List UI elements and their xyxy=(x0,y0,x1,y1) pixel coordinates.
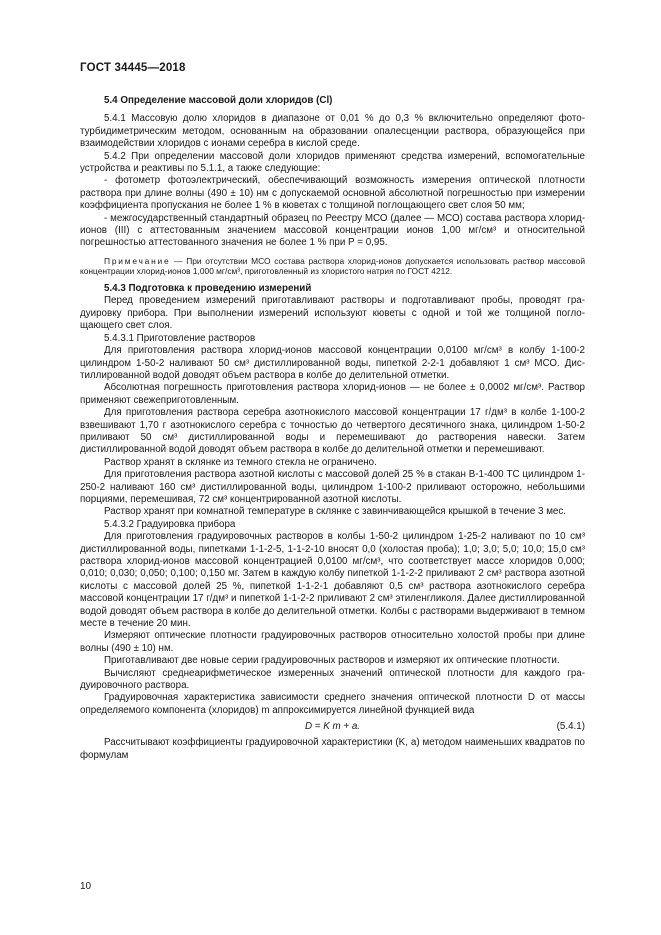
paragraph: Для приготовления градуировочных растворов в колбы 1-50-2 цилиндром 1-25-2 наливают по 10 см³ дистиллированной воды, пипетками 1-1-2-5, 1-1-2-10 вносят 0,0 (холостая проба); 1,0; 3,0; 5,0; 10,0; 15,0 см³ раствора хлорид-ионов массовой концентрацией 0,0100 мг/см³, что соответствует массе хлоридов 0,000; 0,010; 0,030; 0,050; 0,100; 0,150 мг. Затем в каждую колбу пипеткой 1-1-2-2 приливают 2 см³ раствора азотной кислоты с массовой долей 25 %, пипеткой 1-1-2-1 добавляют 0,5 см³ раствора азотнокислого серебра массовой концентрации 17 г/дм³ и пипеткой 1-1-2-2 приливают 2 см³ этиленгликоля. Далее дистиллированной водой доводят объем раствора в колбе до делительной отметки. Колбы с растворами выдерживают в темном месте в течение 20 мин. xyxy=(80,531,585,630)
paragraph: Абсолютная погрешность приготовления раствора хлорид-ионов — не более ± 0,0002 мг/см³. Раствор применяют свежеприготовленным. xyxy=(80,382,585,406)
paragraph: Приготавливают две новые серии градуировочных растворов и измеряют их оптические плотности. xyxy=(104,655,560,667)
list-item: - фотометр фотоэлектрический, обеспечивающий возможность измерения оптической плотности раствора при длине волны (490 ± 10) нм с допускаемой основной абсолютной погрешностью при измерении коэффициента пропускания не более 1 % в кюветах с толщиной поглощающего свет слоя 50 мм; xyxy=(80,175,585,212)
paragraph: Вычисляют среднеарифметическое измеренных значений оптической плотности для каждого градуировочного раствора. xyxy=(80,667,585,692)
paragraph: Измеряют оптические плотности градуировочных растворов относительно холостой пробы при длине волны (490 ± 10) нм. xyxy=(80,630,585,654)
page-number: 10 xyxy=(80,881,92,892)
document-header: ГОСТ 34445—2018 xyxy=(80,62,186,74)
paragraph: 5.4.3.2 Градуировка прибора xyxy=(104,518,236,530)
formula-number: (5.4.1) xyxy=(556,721,585,733)
paragraph: 5.4.2 При определении массовой доли хлоридов применяют средства измерений, вспомогательные устройства и реактивы по 5.1.1, а также следующие: xyxy=(80,150,585,175)
formula xyxy=(80,718,585,736)
paragraph: 5.4.1 Массовую долю хлоридов в диапазоне от 0,01 % до 0,3 % включительно определяют фототурбидиметрическим методом, основанным на образовании опалесценции раствора, образующейся при взаимодействии хлоридов с ионами серебра в кислой среде. xyxy=(80,113,585,150)
document-body xyxy=(80,93,585,762)
note-text: — При отсутствии МСО состава раствора хлорид-ионов допускается использовать раствор массовой концентрации хлорид-ионов 1,000 мг/см³, приготовленный из хлористого натрия по ГОСТ 4212. xyxy=(80,255,585,277)
formula-expression: D = K m + a. xyxy=(305,721,360,733)
paragraph: Раствор хранят при комнатной температуре в склянке с завинчивающейся крышкой в течение 3 мес. xyxy=(104,506,567,518)
paragraph: Для приготовления раствора серебра азотнокислого массовой концентрации 17 г/дм³ в колбе 1-100-2 взвешивают 1,70 г азотнокислого серебра с точностью до четвертого десятичного знака, цилиндром 1-50-2 приливают 50 см³ дистиллированной воды и перемешивают до растворения навески. Затем дистиллированной водой доводят объем раствора в колбе до делительной отметки и перемешивают. xyxy=(80,407,585,456)
paragraph: Для приготовления раствора хлорид-ионов массовой концентрации 0,0100 мг/см³ в колбу 1-100-2 цилиндром 1-50-2 наливают 50 см³ дистиллированной воды, пипеткой 2-2-1 добавляют 1 см³ МСО. Дистиллированной водой доводят объем раствора в колбе до делительной отметки. xyxy=(80,345,585,381)
paragraph: Раствор хранят в склянке из темного стекла не ограничено. xyxy=(104,456,377,468)
section-title: 5.4 Определение массовой доли хлоридов (Cl) xyxy=(104,95,333,106)
subsection-title: 5.4.3 Подготовка к проведению измерений xyxy=(104,283,312,295)
paragraph: 5.4.3.1 Приготовление растворов xyxy=(104,332,256,344)
note-label: Примечание xyxy=(104,255,171,266)
paragraph: Градуировочная характеристика зависимости среднего значения оптической плотности D от массы определяемого компонента (хлоридов) m аппроксимируется линейной функцией вида xyxy=(80,692,585,716)
list-item: - межгосударственный стандартный образец по Реестру МСО (далее — МСО) состава раствора хлорид-ионов (III) с аттестованным значением массовой концентрации ионов 1,00 мг/см³ и относительной погрешностью аттестованного значения не более 1 % при Р = 0,95. xyxy=(80,212,585,249)
paragraph: Перед проведением измерений приготавливают растворы и подготавливают пробы, проводят градуировку прибора. При выполнении измерений используют кюветы с одной и той же толщиной поглощающего свет слоя. xyxy=(80,295,585,332)
paragraph: Для приготовления раствора азотной кислоты с массовой долей 25 % в стакан В-1-400 ТС цилиндром 1-250-2 наливают 160 см³ дистиллированной воды, цилиндром 1-100-2 приливают осторожно, небольшими порциями, перемешивая, 72 см³ концентрированной азотной кислоты. xyxy=(80,469,585,505)
paragraph: Рассчитывают коэффициенты градуировочной характеристики (K, a) методом наименьших квадратов по формулам xyxy=(80,737,585,761)
note xyxy=(80,256,585,277)
